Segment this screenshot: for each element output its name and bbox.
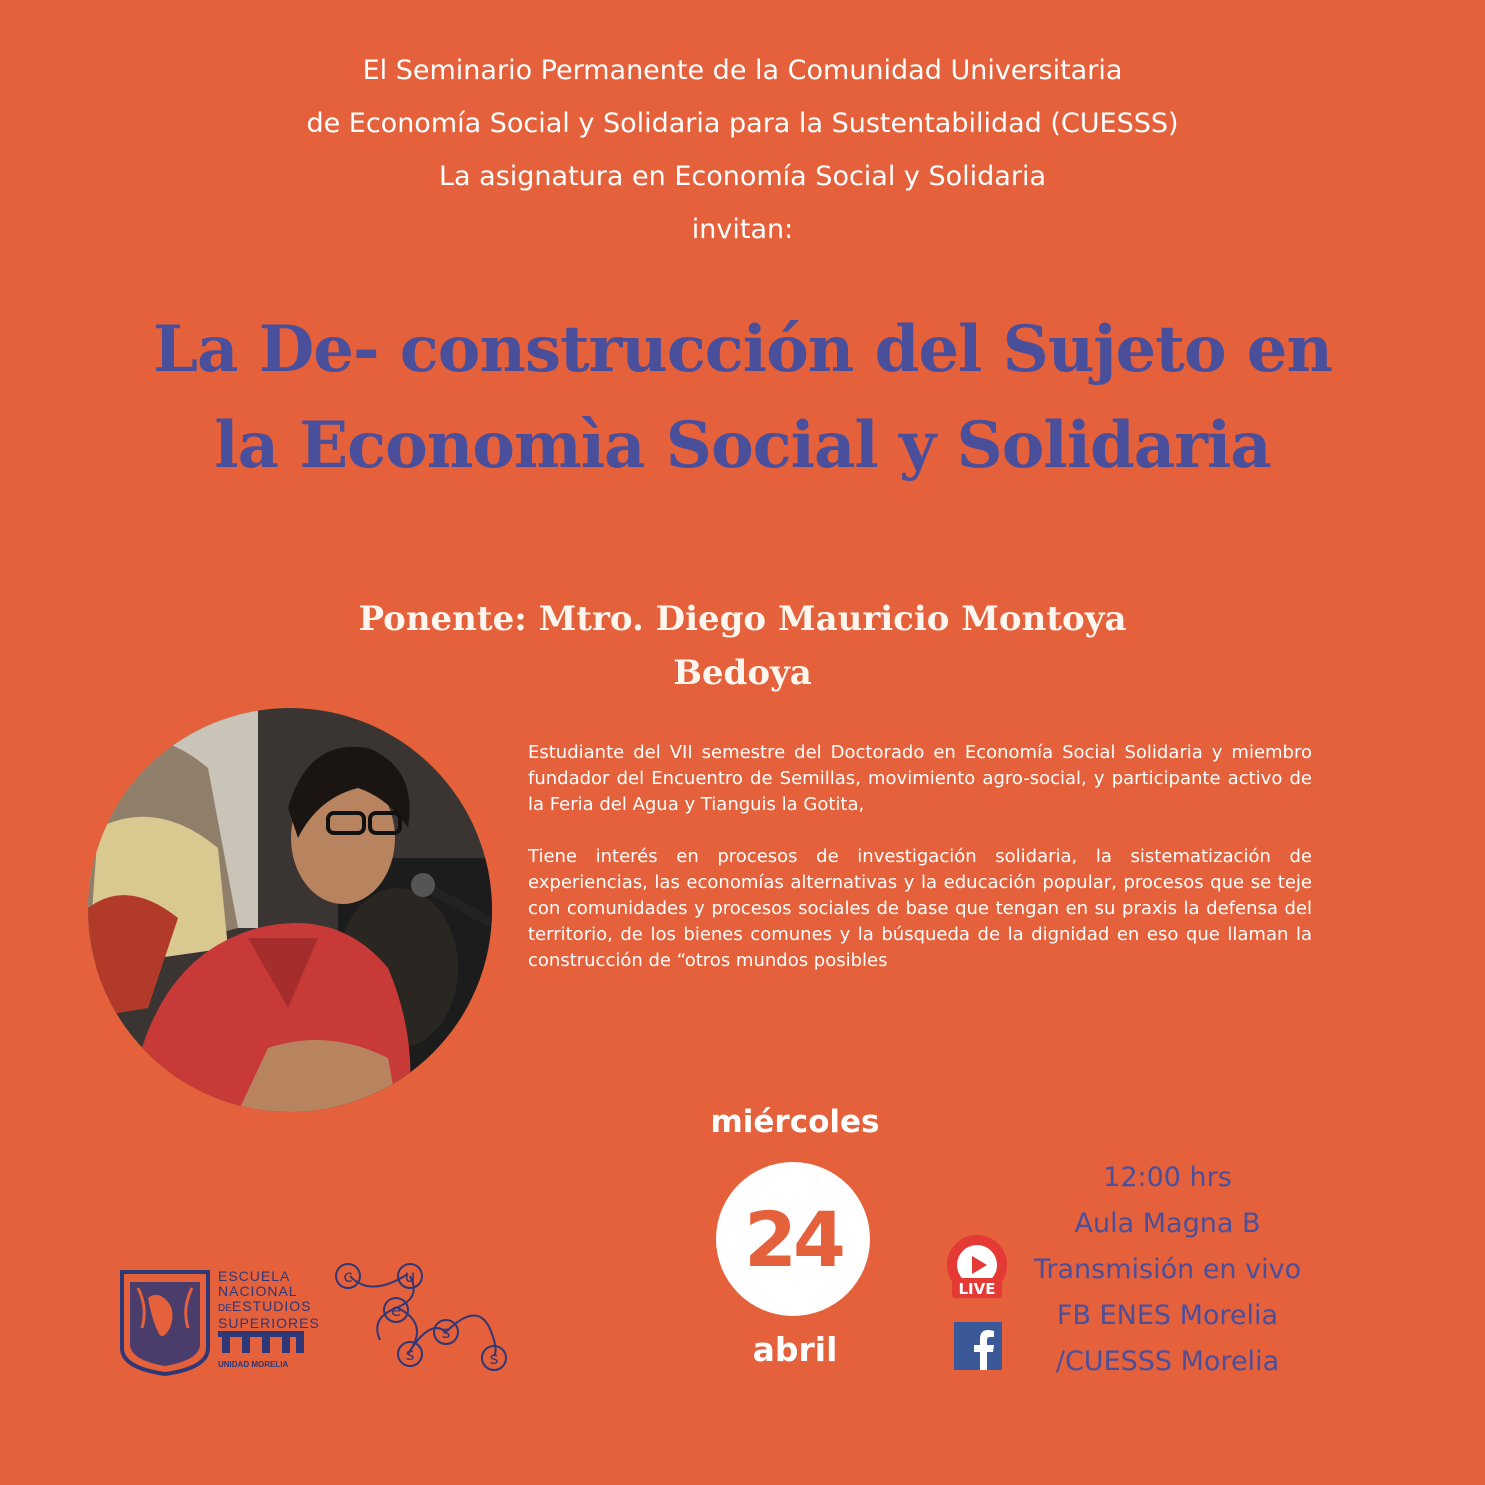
event-stream: Transmisión en vivo bbox=[1033, 1254, 1302, 1285]
cuesss-letter-s3: s bbox=[489, 1349, 499, 1369]
youtube-live-icon bbox=[946, 1234, 1008, 1304]
speaker-line-1: Ponente: Mtro. Diego Mauricio Montoya bbox=[358, 599, 1127, 639]
event-title bbox=[0, 302, 1485, 494]
event-fb-1: FB ENES Morelia bbox=[1056, 1300, 1279, 1331]
speaker-name bbox=[0, 592, 1485, 700]
enes-wordmark bbox=[218, 1268, 320, 1372]
event-info bbox=[1005, 1155, 1330, 1385]
facebook-icon bbox=[954, 1322, 1002, 1374]
event-place: Aula Magna B bbox=[1074, 1208, 1261, 1239]
intro-line-4: invitan: bbox=[691, 214, 794, 245]
event-time: 12:00 hrs bbox=[1103, 1162, 1232, 1193]
event-day-badge bbox=[716, 1162, 870, 1316]
live-badge-text: LIVE bbox=[958, 1280, 996, 1298]
cuesss-letter-s2: s bbox=[441, 1323, 451, 1343]
event-day-number: 24 bbox=[744, 1194, 842, 1284]
speaker-photo bbox=[88, 708, 492, 1112]
cuesss-logo bbox=[330, 1258, 512, 1378]
cuesss-letter-c: c bbox=[343, 1267, 353, 1287]
aqueduct-icon bbox=[218, 1331, 304, 1353]
cuesss-letter-e: e bbox=[390, 1301, 402, 1321]
event-fb-2: /CUESSS Morelia bbox=[1055, 1346, 1280, 1377]
intro-line-1: El Seminario Permanente de la Comunidad Universitaria bbox=[362, 55, 1123, 86]
speaker-bio bbox=[528, 740, 1312, 1000]
event-title-line-1: La De- construcción del Sujeto en bbox=[152, 312, 1333, 387]
intro-text bbox=[0, 44, 1485, 256]
bio-paragraph-1: Estudiante del VII semestre del Doctorado en Economía Social Solidaria y miembro fundador del Encuentro de Semillas, movimiento agro-social, y participante activo de la Feria del Agua y Tianguis la Gotita, bbox=[528, 742, 1312, 815]
enes-line-3-prefix: DE bbox=[218, 1303, 232, 1314]
cuesss-letter-u: u bbox=[404, 1267, 416, 1287]
unam-seal-icon bbox=[118, 1268, 212, 1380]
enes-line-3: ESTUDIOS bbox=[231, 1298, 312, 1314]
event-title-line-2: la Economìa Social y Solidaria bbox=[214, 408, 1271, 483]
enes-line-4: SUPERIORES bbox=[218, 1315, 320, 1331]
enes-line-1: ESCUELA bbox=[218, 1268, 291, 1284]
bio-paragraph-2: Tiene interés en procesos de investigación solidaria, la sistematización de experiencias, las economías alternativas y la educación popular, procesos que se teje con comunidades y procesos sociales de base que tengan en su praxis la defensa del territorio, de los bienes comunes y la búsqueda de la dignidad en eso que llaman la construcción de “otros mundos posibles bbox=[528, 846, 1312, 971]
intro-line-2: de Economía Social y Solidaria para la Sustentabilidad (CUESSS) bbox=[306, 108, 1179, 139]
speaker-line-2: Bedoya bbox=[673, 653, 812, 693]
event-month: abril bbox=[752, 1330, 838, 1369]
event-weekday: miércoles bbox=[710, 1104, 880, 1140]
intro-line-3: La asignatura en Economía Social y Solidaria bbox=[439, 161, 1046, 192]
speaker-photo-illustration bbox=[88, 708, 492, 1112]
enes-unit: UNIDAD MORELIA bbox=[218, 1360, 289, 1369]
cuesss-letter-s1: s bbox=[405, 1345, 415, 1365]
enes-line-2: NACIONAL bbox=[218, 1283, 298, 1299]
